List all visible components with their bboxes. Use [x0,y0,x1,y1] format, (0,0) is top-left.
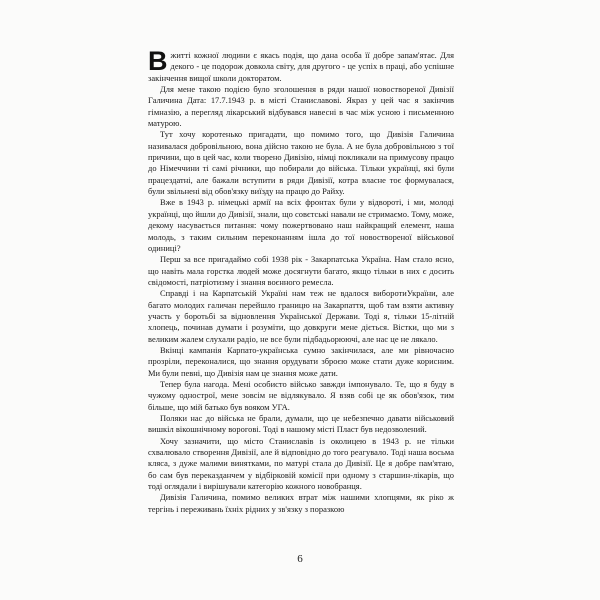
paragraph: Тут хочу коротенько пригадати, що помимо того, що Дивізія Галичина називалася добровільною, вона дійсно такою не була. А не була добровільною з тої причини, що в цей час, коли творено Дивізію, німці покликали на примусову працю до Німеччини ті самі річники, що побирали до війська. Тільки українці, які були працездатні, але бажали вступити в ряди Дивізії, котра власне тоє формувалася, були звільнені від обов'язку виїзду на працю до Райху. [148,129,454,197]
paragraph: Вкінці кампанія Карпато-українська сумно закінчилася, але ми рівночасно прозріли, переконалися, що знання орудувати зброєю може стати дуже корисним. Ми були певні, що Дивізія нам це знання може дати. [148,344,454,378]
paragraph: Дивізія Галичина, помимо великих втрат між нашими хлопцями, як ріко ж тергінь і переживань їхніх рідних у зв'язку з поразкою [148,492,454,514]
paragraph: Вжитті кожної людини є якась подія, що дана особа її добре запам'ятає. Для декого - це подорож довкола світу, для другого - це успіх в праці, або успішне закінчення вищої школи докторатом. [148,46,454,83]
paragraph: Поляки нас до війська не брали, думали, що це небезпечно давати військовий вишкіл вікошнічному ворогові. Тоді в нашому місті Пласт був недозволений. [148,413,454,435]
paragraph: Хочу зазначити, що місто Станиславів із околицею в 1943 р. не тільки схвалювало створення Дивізії, але й відповідно до того реагувало. Тоді наша восьма кляса, з дуже малими винятками, по матурі стала до Дивізії. Це я добре пам'ятаю, бо сам був переказданчем у відбірковій комісії при одному з старшин-лікарів, що тоді оглядали і вирішували категорію кожного новобранця. [148,435,454,492]
paragraph: Тепер була нагода. Мені особисто військо завжди імпонувало. Те, що я буду в чужому однострої, мене зовсім не відлякувало. Я взяв собі це як обов'язок, тим більше, що мій батько був вояком УГА. [148,378,454,412]
paragraph: Для мене такою подією було зголошення в ряди нашої новоствореної Дивізії Галичина Дата: 17.7.1943 р. в місті Станиславові. Якраз у цей час я закінчив гімназію, а перегляд лікарський відбувався навесні в час між усною і письменною матурою. [148,84,454,129]
page-number: 6 [297,553,303,565]
paragraph: Перш за все пригадаймо собі 1938 рік - Закарпатська Україна. Нам стало ясно, що навіть мала горстка людей може досягнути багато, якщо тільки в них є досить свідомості, патріотизму і знання воєнного ремесла. [148,254,454,287]
drop-cap: В [148,46,168,76]
paragraph: Вже в 1943 р. німецькі армії на всіх фронтах були у відвороті, і ми, молоді українці, що йшли до Дивізії, знали, що совєтські навали не стримаємо. Тому, може, декому насувається питання: чому пожертвовано наш найкращий елемент, наша молодь, з таким сильним переконанням ішла до тої новоствореної військової одиниці? [148,197,454,253]
body-text [148,46,454,515]
paragraph: Справді і на Карпатській Україні нам теж не вдалося виборотиУкраїни, але багато молодих галичан перейшло границю на Закарпаття, щоб там взяти активну участь у боротьбі за відновлення Української Держави. Тоді я, тільки 15-літній хлопець, починав думати і розуміти, що довкруги мене діється. Вістки, що ми з великим жалем слухали радіо, не все були підбадьорюючі, але нас це не лякало. [148,288,454,344]
